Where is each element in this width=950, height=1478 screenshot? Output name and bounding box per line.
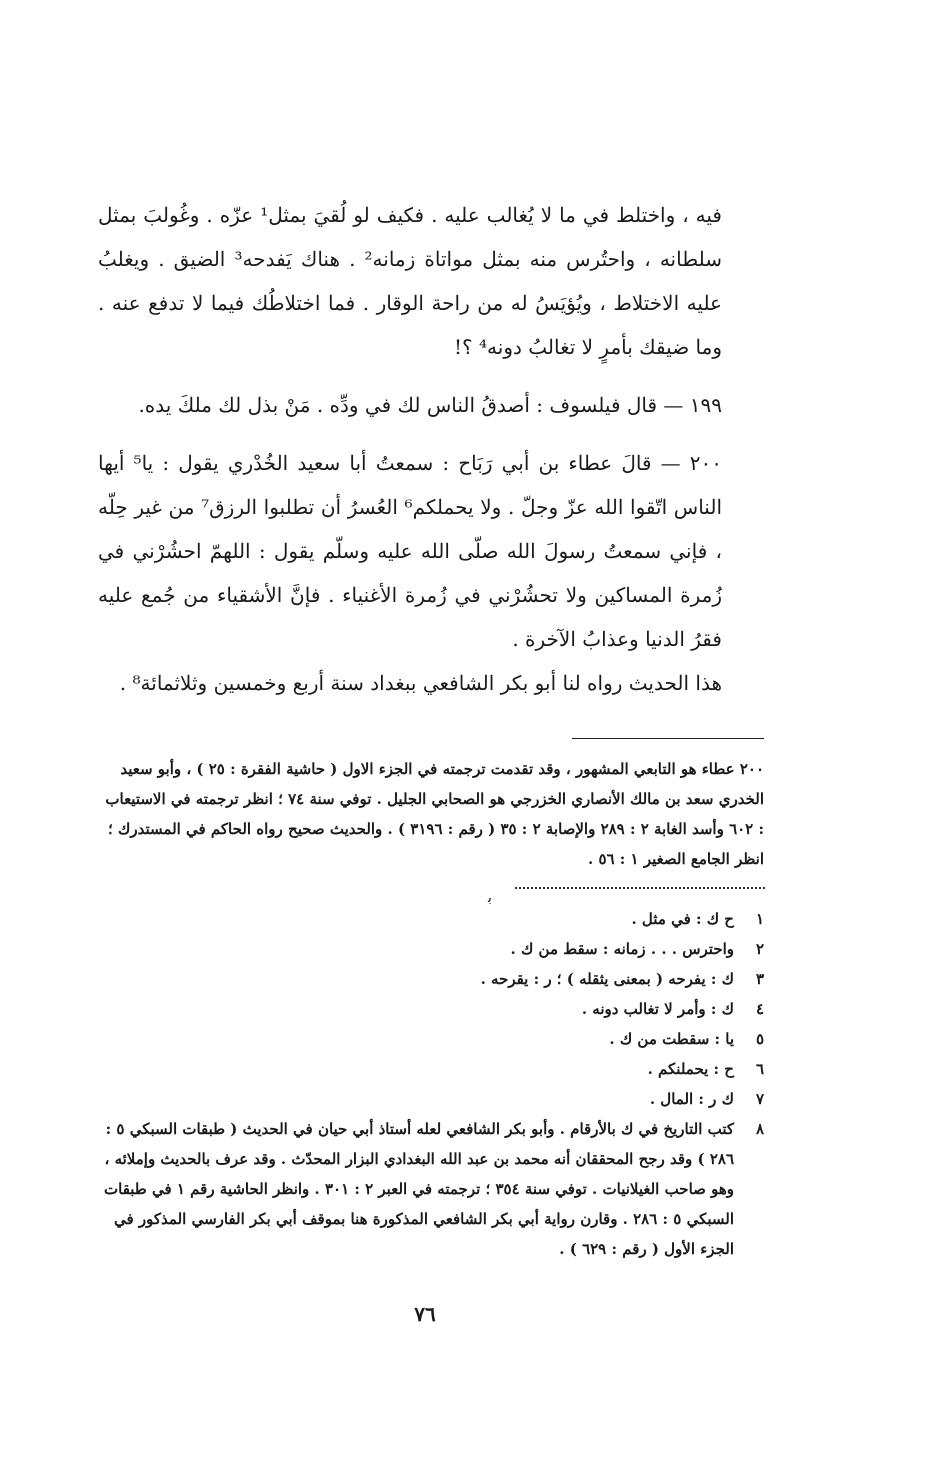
main-text	[98, 193, 722, 705]
note-item: ١ ح ك : في مثل .	[631, 910, 764, 928]
note-item: ٨ كتب التاريخ في ك بالأرقام . وأبو بكر الشافعي لعله أستاذ أبي حيان في الحديث ( طبقات السبكي ٥ : ٢٨٦ ) وقد رجح المحققان أنه محمد بن عبد الله البغدادي البزار المحدّث . وقد عرف بالحديث وإملائه ، وهو صاحب الغيلانيات . توفي سنة ٣٥٤ ؛ ترجمته في العبر ٢ : ٣٠١ . وانظر الحاشية رقم ١ في طبقات السبكي ٥ : ٢٨٦ . وقارن رواية أبي بكر الشافعي المذكورة هنا بموقف أبي بكر الفارسي المذكور في الجزء الأول ( رقم : ٦٢٩ ) .	[104, 1120, 764, 1258]
note-item: ٢ واحترس . . . زمانه : سقط من ك .	[510, 940, 764, 958]
paragraph-continuation: فيه ، واختلط في ما لا يُغالب عليه . فكيف لو لُقيَ بمثل¹ عزّه . وغُولبَ بمثل سلطانه ، واحتُرس منه بمثل مواتاة زمانه² . هناك يَفدحه³ الضيق . ويغلبُ عليه الاختلاط ، ويُؤيَسُ له من راحة الوقار . فما اختلاطُك فيما لا تدفع عنه . وما ضيقك بأمرٍ لا تغالبُ دونه⁴ ؟!	[98, 203, 722, 359]
variant-notes	[100, 904, 764, 1264]
note-item: ٤ ك : وأمر لا تغالب دونه .	[581, 1000, 764, 1018]
footnote-separator	[572, 738, 764, 739]
note-item: ٧ ك ر : المال .	[649, 1090, 764, 1108]
dotted-separator	[515, 887, 765, 889]
paragraph-hadith-note: هذا الحديث رواه لنا أبو بكر الشافعي ببغداد سنة أربع وخمسين وثلاثمائة⁸ .	[119, 671, 722, 695]
footnote-text: ٢٠٠ عطاء هو التابعي المشهور ، وقد تقدمت ترجمته في الجزء الاول ( حاشية الفقرة : ٢٥ ) ، وأبو سعيد الخدري سعد بن مالك الأنصاري الخزرجي هو الصحابي الجليل . توفي سنة ٧٤ ؛ انظر ترجمته في الاستيعاب : ٦٠٢ وأسد الغابة ٢ : ٢٨٩ والإصابة ٢ : ٣٥ ( رقم : ٣١٩٦ ) . والحديث صحيح رواه الحاكم في المستدرك ؛ انظر الجامع الصغير ١ : ٥٦ .	[105, 760, 764, 868]
footnote-200	[100, 754, 764, 874]
page-number: ٧٦	[414, 1302, 436, 1326]
note-item: ٣ ك : يفرحه ( بمعنى يثقله ) ؛ ر : يقرحه .	[480, 970, 764, 988]
printer-mark: ﺑ	[488, 890, 492, 906]
note-item: ٥ يا : سقطت من ك .	[609, 1030, 764, 1048]
note-item: ٦ ح : يحملنكم .	[647, 1060, 764, 1078]
paragraph-200: ٢٠٠ — قالَ عطاء بن أبي رَبَاح : سمعتُ أبا سعيد الخُدْري يقول : يا⁵ أيها الناس اتّقوا الله عزّ وجلّ . ولا يحملكم⁶ العُسرُ أن تطلبوا الرزق⁷ من غير حِلّه ، فإني سمعتُ رسولَ الله صلّى الله عليه وسلّم يقول : اللهمّ احشُرْني في زُمرة المساكين ولا تحشُرْني في زُمرة الأغنياء . فإنَّ الأشقياء من جُمع عليه فقرُ الدنيا وعذابُ الآخرة .	[98, 451, 722, 651]
paragraph-199: ١٩٩ — قال فيلسوف : أصدقُ الناس لك في ودِّه . مَنْ بذل لك ملكَ يده.	[138, 393, 722, 417]
